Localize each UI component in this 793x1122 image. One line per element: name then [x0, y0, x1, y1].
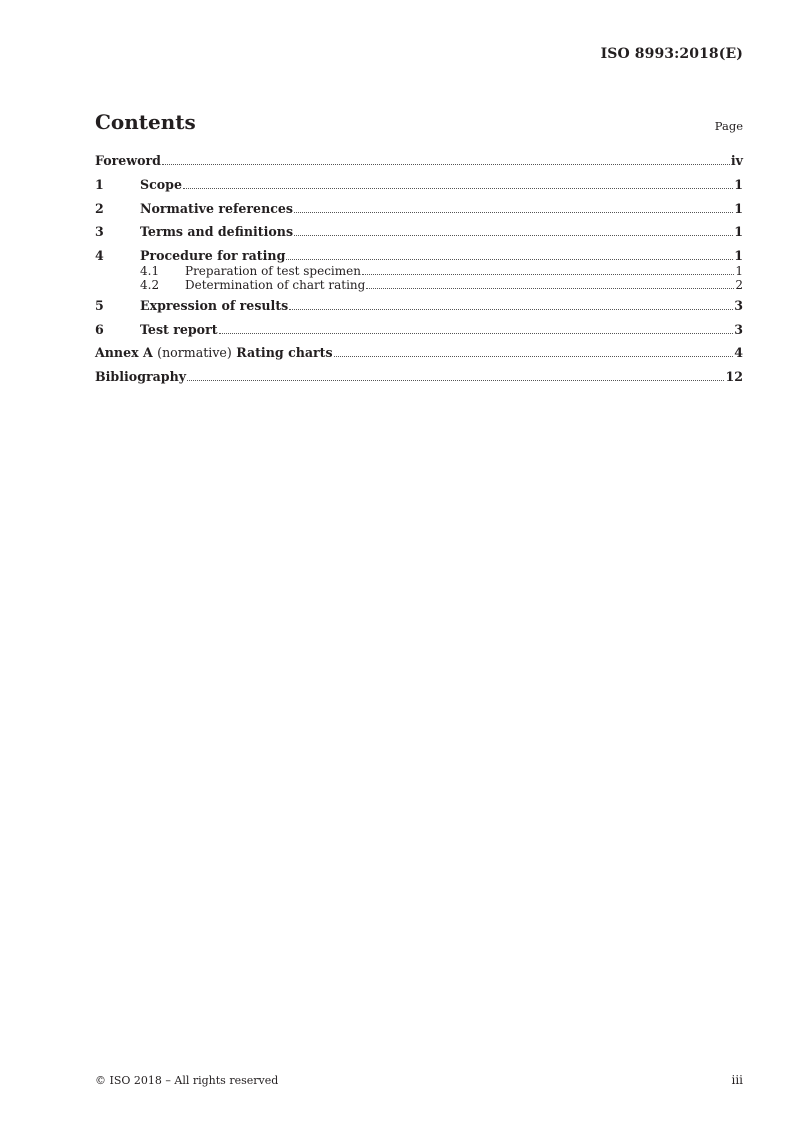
toc-entry-number: 4 — [95, 248, 104, 264]
page-number: iii — [731, 1073, 743, 1087]
toc-entry-title: Terms and definitions — [140, 224, 294, 240]
dot-leader — [183, 187, 733, 189]
copyright-notice: © ISO 2018 – All rights reserved — [95, 1074, 279, 1087]
toc-entry-normative-references[interactable] — [95, 201, 743, 225]
dot-leader — [162, 163, 730, 165]
toc-entry-page: 4 — [734, 345, 743, 361]
toc-entry-page: 1 — [734, 248, 743, 264]
toc-entry-title: Preparation of test specimen — [185, 264, 361, 279]
dot-leader — [219, 332, 734, 334]
toc-entry-page: 3 — [734, 321, 743, 337]
dot-leader — [334, 355, 734, 357]
toc-entry-page: 12 — [725, 369, 743, 385]
toc-entry-title: Scope — [140, 177, 182, 192]
annex-label: Annex A — [95, 345, 153, 361]
toc-entry-title: Test report — [140, 321, 218, 337]
toc-entry-foreword[interactable] — [95, 153, 743, 177]
dot-leader — [294, 211, 733, 213]
toc-entry-page: 2 — [735, 278, 743, 293]
toc-entry-page: 1 — [735, 264, 743, 279]
toc-entry-number: 3 — [95, 224, 104, 240]
toc-entry-determination-of-chart-rating[interactable] — [95, 278, 743, 298]
toc-entry-title: Expression of results — [140, 298, 289, 314]
toc-entry-procedure-for-rating[interactable] — [95, 248, 743, 264]
toc-entry-bibliography[interactable] — [95, 369, 743, 393]
toc-entry-scope[interactable] — [95, 177, 743, 201]
toc-entry-preparation-of-test-specimen[interactable] — [95, 264, 743, 278]
toc-entry-number: 5 — [95, 298, 104, 314]
dot-leader — [286, 258, 733, 260]
toc-entry-number: 2 — [95, 200, 104, 216]
toc-entry-terms-and-definitions[interactable] — [95, 224, 743, 248]
dot-leader — [362, 273, 734, 275]
toc-entry-number: 4.2 — [140, 278, 160, 293]
dot-leader — [187, 379, 724, 381]
toc-entry-page: 3 — [734, 298, 743, 314]
toc-entry-title: Bibliography — [95, 369, 187, 385]
toc-entry-test-report[interactable] — [95, 322, 743, 346]
dot-leader — [366, 287, 734, 289]
toc-entry-number: 4.1 — [140, 264, 160, 279]
toc-entry-title: Normative references — [140, 200, 294, 216]
toc-entry-expression-of-results[interactable] — [95, 298, 743, 322]
toc-entry-annex-a[interactable] — [95, 345, 743, 369]
toc-entry-title — [95, 345, 333, 360]
toc-entry-title: Procedure for rating — [140, 248, 286, 264]
toc-entry-page: 1 — [734, 200, 743, 216]
toc-entry-title: Foreword — [95, 153, 161, 168]
page-column-label: Page — [714, 119, 743, 133]
dot-leader — [294, 234, 733, 236]
document-identifier: ISO 8993:2018(E) — [600, 46, 743, 62]
dot-leader — [289, 308, 733, 310]
table-of-contents — [95, 153, 743, 393]
annex-title: Rating charts — [236, 345, 333, 361]
toc-entry-page: iv — [730, 153, 743, 168]
contents-heading: Contents — [95, 110, 196, 134]
toc-entry-page: 1 — [734, 224, 743, 240]
toc-entry-title: Determination of chart rating — [185, 278, 366, 293]
toc-entry-number: 6 — [95, 321, 104, 337]
annex-status: (normative) — [157, 345, 232, 361]
toc-entry-page: 1 — [734, 177, 743, 192]
toc-entry-number: 1 — [95, 177, 104, 192]
